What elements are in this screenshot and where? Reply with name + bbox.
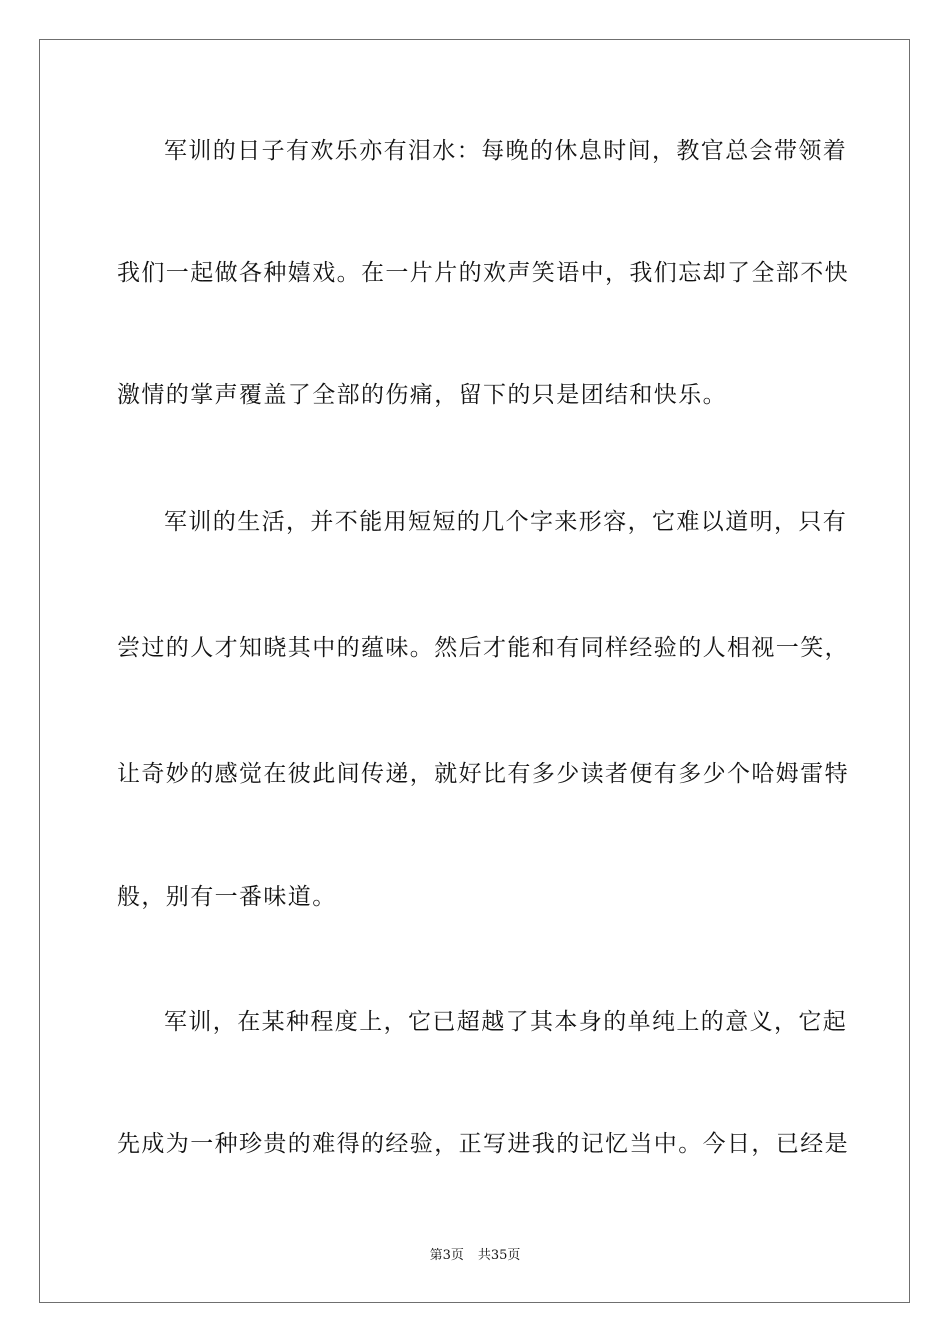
paragraph-1-line-1: 军训的日子有欢乐亦有泪水：每晚的休息时间，教官总会带领着 <box>164 138 848 164</box>
total-page-count: 共35页 <box>477 1248 521 1263</box>
paragraph-1-line-3: 激情的掌声覆盖了全部的伤痛，留下的只是团结和快乐。 <box>117 382 727 408</box>
page-border <box>39 39 910 1303</box>
paragraph-3-line-2: 先成为一种珍贵的难得的经验，正写进我的记忆当中。今日，已经是 <box>117 1131 849 1157</box>
paragraph-2-line-4: 般，别有一番味道。 <box>117 884 337 910</box>
current-page-number: 第3页 <box>429 1248 464 1263</box>
paragraph-3-line-1: 军训，在某种程度上，它已超越了其本身的单纯上的意义，它起 <box>164 1009 848 1035</box>
paragraph-2-line-2: 尝过的人才知晓其中的蕴味。然后才能和有同样经验的人相视一笑， <box>117 635 849 661</box>
paragraph-2-line-3: 让奇妙的感觉在彼此间传递，就好比有多少读者便有多少个哈姆雷特 <box>117 761 849 787</box>
paragraph-2-line-1: 军训的生活，并不能用短短的几个字来形容，它难以道明，只有 <box>164 509 848 535</box>
page-footer <box>0 1247 950 1265</box>
paragraph-1-line-2: 我们一起做各种嬉戏。在一片片的欢声笑语中，我们忘却了全部不快 <box>117 260 849 286</box>
